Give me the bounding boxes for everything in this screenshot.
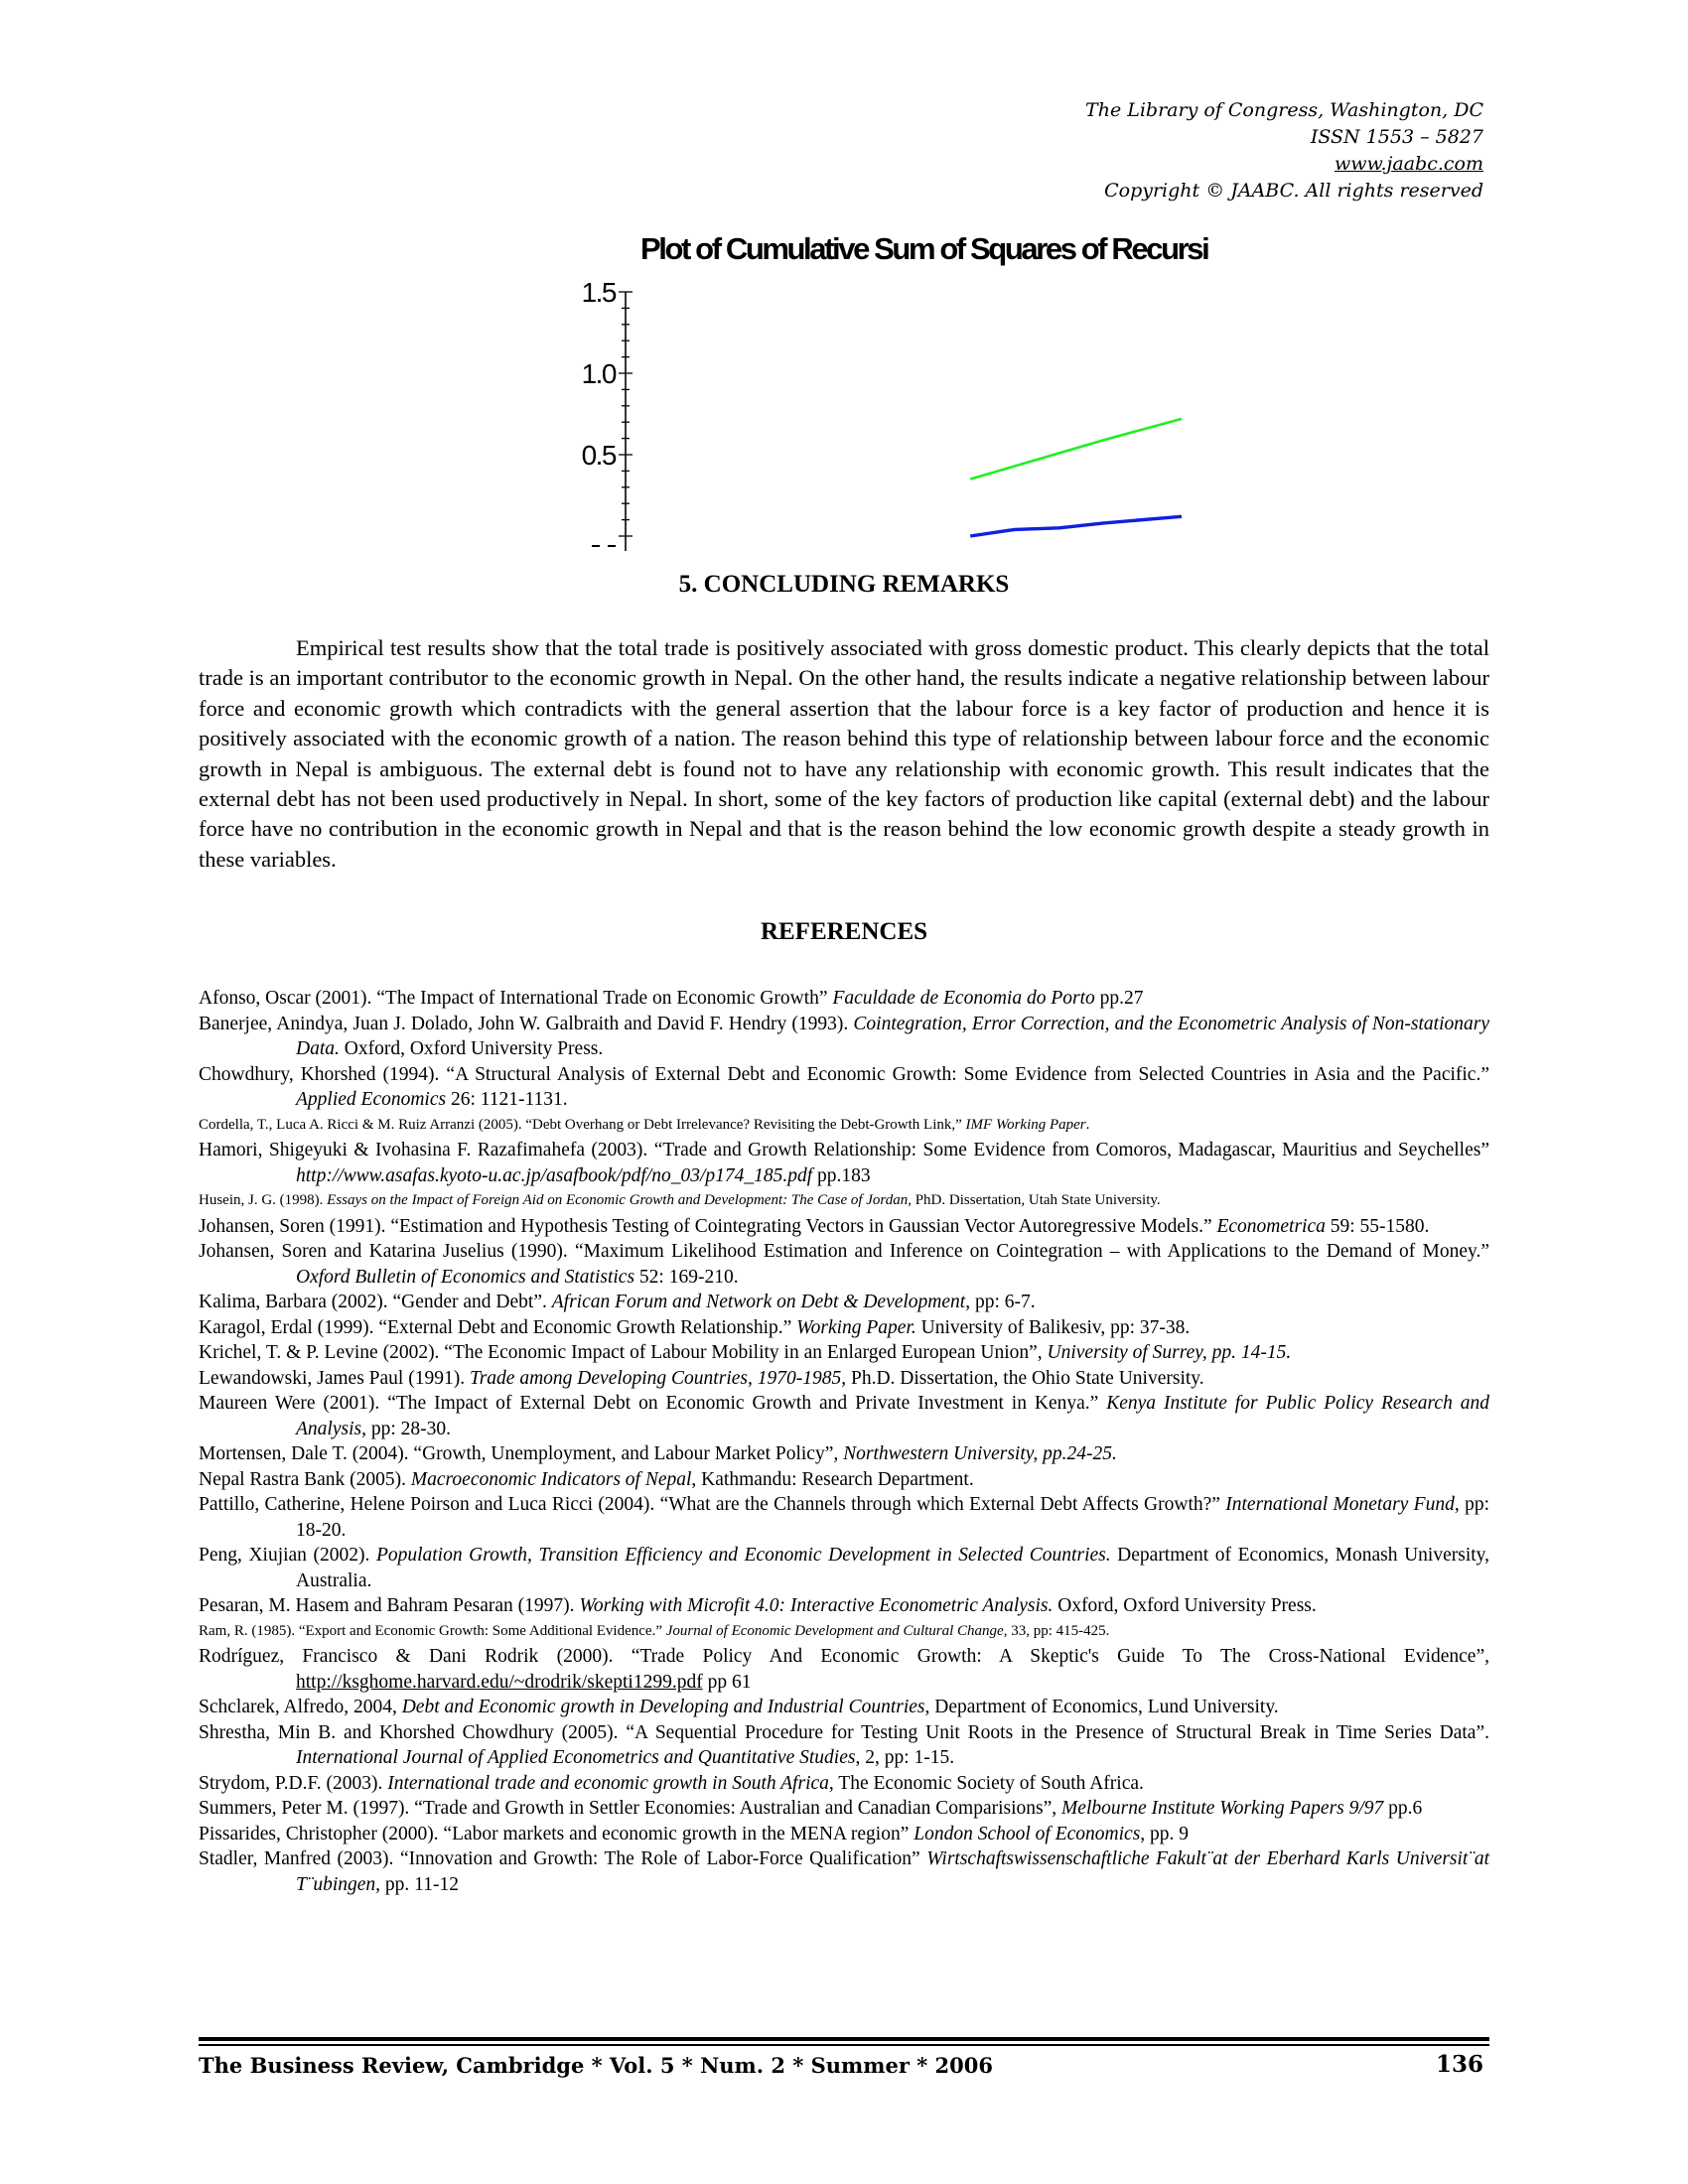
reference-text: Kalima, Barbara (2002). “Gender and Debt”. xyxy=(199,1292,552,1312)
reference-text: Husein, J. G. (1998). xyxy=(199,1192,328,1208)
reference-item xyxy=(199,1340,1489,1366)
reference-text: , 2, pp: 1-15. xyxy=(855,1747,955,1768)
footer-journal: The Business Review, Cambridge * Vol. 5 * Num. 2 * Summer * 2006 xyxy=(199,2053,993,2078)
reference-item xyxy=(199,1239,1489,1290)
references-heading: REFERENCES xyxy=(760,918,928,945)
reference-text: Faculdade de Economia do Porto xyxy=(832,988,1095,1009)
reference-list xyxy=(199,986,1489,1897)
reference-item xyxy=(199,1644,1489,1695)
reference-text: Hamori, Shigeyuki & Ivohasina F. Razafimahefa (2003). “Trade and Growth Relationship: Some Evidence from Comoros, Madagascar, Mauritius and Seychelles” xyxy=(199,1140,1489,1160)
reference-item xyxy=(199,1188,1489,1214)
reference-text: Karagol, Erdal (1999). “External Debt and Economic Growth Relationship.” xyxy=(199,1316,797,1338)
concluding-paragraph: Empirical test results show that the total trade is positively associated with gross domestic product. This clearly depicts that the total trade is an important contributor to the economic growth in Nepal. On the other hand, the results indicate a negative relationship between labour force and economic growth which contradicts with the general assertion that the labour force is a key factor of production and hence it is positively associated with the economic growth of a nation. The reason behind this type of relationship between labour force and the economic growth in Nepal is ambiguous. The external debt is found not to have any relationship with economic growth. This result indicates that the external debt has not been used productively in Nepal. In short, some of the key factors of production like capital (external debt) and the labour force have no contribution in the economic growth in Nepal and that is the reason behind the low economic growth despite a steady growth in these variables. xyxy=(199,635,1489,872)
reference-text: , pp: 18-20. xyxy=(296,1494,1489,1541)
page-number: 136 xyxy=(1435,2051,1483,2078)
reference-text: Johansen, Soren (1991). “Estimation and Hypothesis Testing of Cointegrating Vectors in Gaussian Vector Autoregressive Models.” xyxy=(199,1215,1217,1237)
reference-text: Shrestha, Min B. and Khorshed Chowdhury (2005). “A Sequential Procedure for Testing Unit Roots in the Presence of Structural Break in Time Series Data”. xyxy=(199,1721,1489,1743)
reference-item xyxy=(199,1366,1489,1392)
y-tick-label: 1.5 xyxy=(581,277,616,308)
reference-text: , Department of Economics, Lund University. xyxy=(924,1697,1279,1717)
reference-text: Macroeconomic Indicators of Nepal xyxy=(410,1468,692,1490)
reference-item xyxy=(199,1846,1489,1897)
reference-text: , 33, pp: 415-425. xyxy=(1003,1622,1110,1639)
reference-item xyxy=(199,1214,1489,1240)
reference-text: Cointegration, Error Correction, and the Econometric Analysis of Non-stationary Data. xyxy=(296,1013,1489,1059)
reference-text: IMF Working Paper xyxy=(965,1116,1086,1133)
reference-text: Wirtschaftswissenschaftliche Fakult¨at der Eberhard Karls Universit¨at T¨ubingen, xyxy=(296,1848,1489,1895)
reference-text: . xyxy=(1085,1116,1090,1133)
reference-text: 26: 1121-1131. xyxy=(446,1089,568,1110)
series-lines xyxy=(970,419,1182,536)
reference-item xyxy=(199,1822,1489,1847)
reference-text: Econometrica xyxy=(1216,1215,1326,1237)
reference-text: Maureen Were (2001). “The Impact of External Debt on Economic Growth and Private Investment in Kenya.” xyxy=(199,1393,1107,1414)
reference-text: , pp: 28-30. xyxy=(361,1418,452,1439)
reference-text: Oxford, Oxford University Press. xyxy=(1053,1595,1317,1616)
series-line-2 xyxy=(970,516,1182,536)
reference-text: pp. 11-12 xyxy=(380,1873,459,1895)
reference-item xyxy=(199,1315,1489,1341)
reference-item xyxy=(199,1619,1489,1645)
reference-text: Pattillo, Catherine, Helene Poirson and Luca Ricci (2004). “What are the Channels through which External Debt Affects Growth?” xyxy=(199,1494,1226,1515)
reference-text: Working Paper. xyxy=(796,1316,916,1338)
reference-text: Oxford, Oxford University Press. xyxy=(339,1038,604,1059)
reference-text: London School of Economics xyxy=(914,1823,1141,1844)
reference-text: Summers, Peter M. (1997). “Trade and Growth in Settler Economies: Australian and Canadian Comparisions”, xyxy=(199,1798,1062,1819)
reference-text: Pesaran, M. Hasem and Bahram Pesaran (1997). xyxy=(199,1595,580,1616)
reference-text: Working with Microfit 4.0: Interactive Econometric Analysis. xyxy=(579,1595,1054,1616)
reference-link[interactable]: http://ksghome.harvard.edu/~drodrik/skepti1299.pdf xyxy=(296,1671,703,1693)
reference-item xyxy=(199,1391,1489,1441)
reference-text: Journal of Economic Development and Cultural Change xyxy=(665,1622,1004,1639)
reference-item xyxy=(199,1492,1489,1543)
reference-text: , PhD. Dissertation, Utah State University. xyxy=(908,1192,1161,1208)
reference-text: Department of Economics, Monash University, Australia. xyxy=(296,1545,1490,1591)
reference-text: International Journal of Applied Econometrics and Quantitative Studies xyxy=(296,1747,856,1768)
reference-text: Peng, Xiujian (2002). xyxy=(199,1545,376,1566)
reference-text: pp 61 xyxy=(702,1671,752,1693)
reference-text: , Ph.D. Dissertation, the Ohio State University. xyxy=(841,1367,1204,1389)
reference-text: International trade and economic growth in South Africa xyxy=(387,1772,829,1794)
reference-text: Stadler, Manfred (2003). “Innovation and Growth: The Role of Labor-Force Qualification” xyxy=(199,1848,927,1869)
reference-text: , pp: 6-7. xyxy=(965,1292,1036,1312)
reference-item xyxy=(199,1290,1489,1315)
y-tick-label: 1.0 xyxy=(581,358,616,389)
reference-item xyxy=(199,1720,1489,1771)
reference-text: Kenya Institute for Public Policy Research and Analysis xyxy=(296,1393,1489,1439)
reference-text: Krichel, T. & P. Levine (2002). “The Economic Impact of Labour Mobility in an Enlarged European Union”, xyxy=(199,1342,1048,1363)
header-website-link[interactable]: www.jaabc.com xyxy=(1334,153,1483,175)
reference-text: International Monetary Fund xyxy=(1225,1494,1455,1515)
footer-rule-thin xyxy=(199,2044,1489,2046)
reference-item xyxy=(199,1593,1489,1619)
footer-rule-thick xyxy=(199,2037,1489,2041)
chart-title: Plot of Cumulative Sum of Squares of Recursi xyxy=(640,231,1208,266)
reference-text: Rodríguez, Francisco & Dani Rodrik (2000). “Trade Policy And Economic Growth: A Skeptic's Guide To The Cross-National Evidence”, xyxy=(199,1646,1489,1667)
reference-item xyxy=(199,1113,1489,1139)
reference-text: Pissarides, Christopher (2000). “Labor markets and economic growth in the MENA region” xyxy=(199,1823,914,1844)
reference-text: Northwestern University, pp.24-25. xyxy=(843,1443,1117,1464)
reference-item xyxy=(199,1012,1489,1062)
reference-item xyxy=(199,1467,1489,1493)
cusum-chart xyxy=(556,228,1192,556)
reference-text: Banerjee, Anindya, Juan J. Dolado, John W. Galbraith and David F. Hendry (1993). xyxy=(199,1013,854,1034)
reference-text: Ram, R. (1985). “Export and Economic Growth: Some Additional Evidence.” xyxy=(199,1622,666,1639)
reference-text: 59: 55-1580. xyxy=(1325,1215,1430,1237)
reference-item xyxy=(199,1796,1489,1822)
y-tick-label: 0.5 xyxy=(581,440,616,471)
header-copyright: Copyright © JAABC. All rights reserved xyxy=(1104,180,1483,202)
reference-text: Population Growth, Transition Efficiency and Economic Development in Selected Countries. xyxy=(375,1545,1111,1566)
reference-text: Johansen, Soren and Katarina Juselius (1990). “Maximum Likelihood Estimation and Inference on Cointegration – with Applications to the Demand of Money.” xyxy=(199,1241,1489,1262)
reference-text: University of Surrey, pp. 14-15. xyxy=(1047,1342,1292,1363)
reference-text: Cordella, T., Luca A. Ricci & M. Ruiz Arranzi (2005). “Debt Overhang or Debt Irrelevance? Revisiting the Debt-Growth Link,” xyxy=(199,1116,966,1133)
reference-text: , Kathmandu: Research Department. xyxy=(691,1468,974,1490)
y-axis xyxy=(582,277,633,551)
reference-text: Melbourne Institute Working Papers 9/97 xyxy=(1061,1798,1384,1819)
reference-text: African Forum and Network on Debt & Development xyxy=(551,1292,966,1312)
reference-text: Chowdhury, Khorshed (1994). “A Structural Analysis of External Debt and Economic Growth: Some Evidence from Selected Countries in Asia and the Pacific.” xyxy=(199,1063,1489,1085)
reference-text: pp.27 xyxy=(1094,988,1144,1009)
reference-text: http://www.asafas.kyoto-u.ac.jp/asafbook/pdf/no_03/p174_185.pdf xyxy=(296,1164,813,1186)
reference-item xyxy=(199,1441,1489,1467)
reference-text: Essays on the Impact of Foreign Aid on Economic Growth and Development: The Case of Jordan xyxy=(327,1192,909,1208)
section-heading: 5. CONCLUDING REMARKS xyxy=(678,571,1010,598)
reference-text: Lewandowski, James Paul (1991). xyxy=(199,1367,470,1389)
reference-text: Nepal Rastra Bank (2005). xyxy=(199,1468,411,1490)
reference-text: , The Economic Society of South Africa. xyxy=(828,1772,1144,1794)
header-issn: ISSN 1553 – 5827 xyxy=(1310,126,1483,148)
header-library: The Library of Congress, Washington, DC xyxy=(1085,99,1483,121)
reference-text: University of Balikesiv, pp: 37-38. xyxy=(915,1316,1191,1338)
reference-text: Mortensen, Dale T. (2004). “Growth, Unemployment, and Labour Market Policy”, xyxy=(199,1443,844,1464)
running-header xyxy=(1085,97,1483,205)
series-line-1 xyxy=(970,419,1182,479)
reference-text: Strydom, P.D.F. (2003). xyxy=(199,1772,388,1794)
reference-item xyxy=(199,986,1489,1012)
reference-item xyxy=(199,1695,1489,1720)
reference-text: Afonso, Oscar (2001). “The Impact of International Trade on Economic Growth” xyxy=(199,988,833,1009)
reference-item xyxy=(199,1771,1489,1797)
reference-text: Applied Economics xyxy=(296,1089,447,1110)
reference-text: Debt and Economic growth in Developing and Industrial Countries xyxy=(401,1697,925,1717)
reference-text: , pp. 9 xyxy=(1140,1823,1190,1844)
reference-text: pp.6 xyxy=(1383,1798,1423,1819)
reference-item xyxy=(199,1062,1489,1113)
reference-item xyxy=(199,1543,1489,1593)
reference-text: Schclarek, Alfredo, 2004, xyxy=(199,1697,402,1717)
reference-text: Oxford Bulletin of Economics and Statistics xyxy=(296,1266,635,1288)
reference-text: Trade among Developing Countries, 1970-1985 xyxy=(469,1367,842,1389)
reference-text: pp.183 xyxy=(812,1164,871,1186)
reference-item xyxy=(199,1138,1489,1188)
reference-text: 52: 169-210. xyxy=(634,1266,739,1288)
